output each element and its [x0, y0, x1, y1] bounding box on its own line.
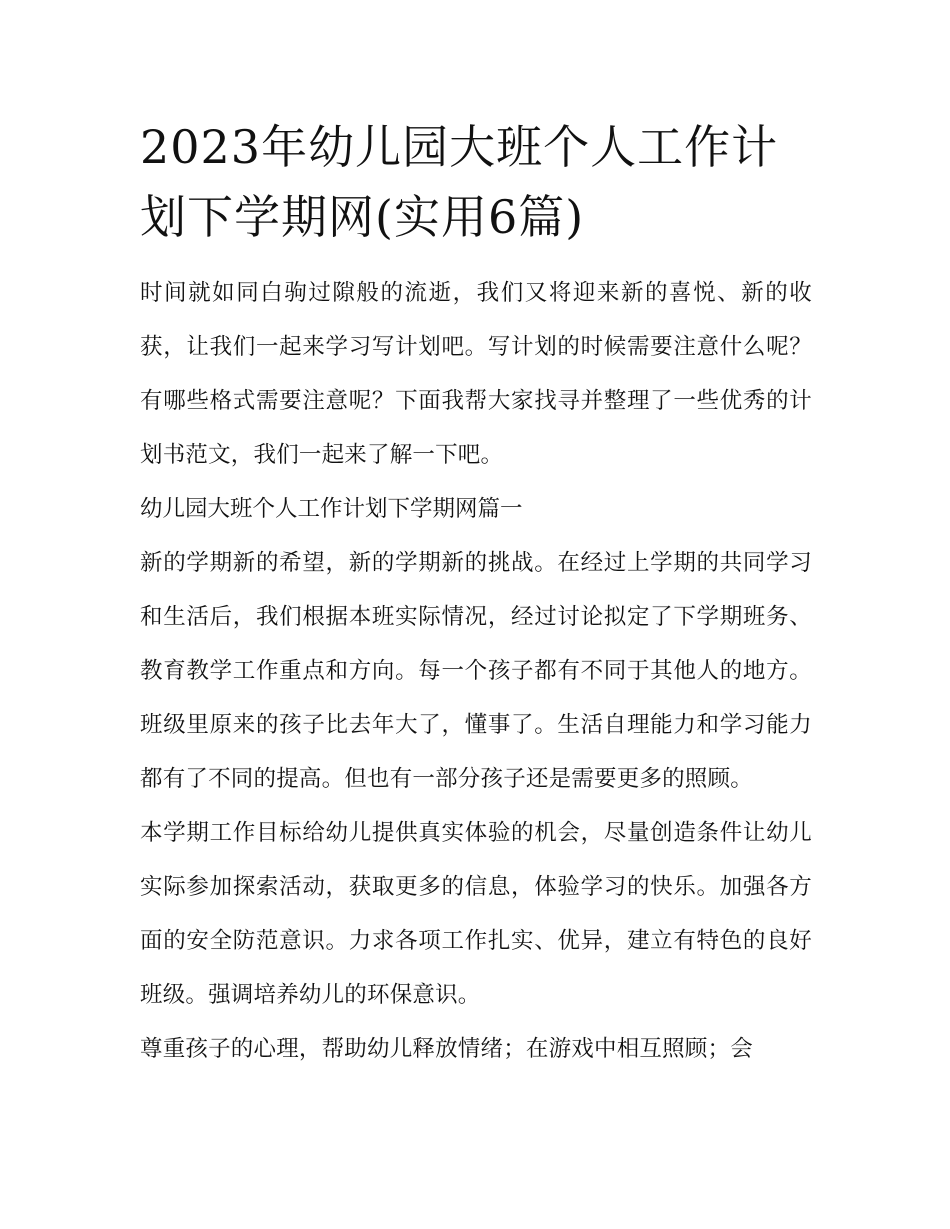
body-paragraph-1: 新的学期新的希望，新的学期新的挑战。在经过上学期的共同学习和生活后，我们根据本班实际情况，经过讨论拟定了下学期班务、教育教学工作重点和方向。每一个孩子都有不同于其他人的地方。班级里原来的孩子比去年大了，懂事了。生活自理能力和学习能力都有了不同的提高。但也有一部分孩子还是需要更多的照顾。	[140, 550, 812, 792]
intro-paragraph: 时间就如同白驹过隙般的流逝，我们又将迎来新的喜悦、新的收获，让我们一起来学习写计划吧。写计划的时候需要注意什么呢？有哪些格式需要注意呢？下面我帮大家找寻并整理了一些优秀的计划书范文，我们一起来了解一下吧。	[140, 280, 812, 468]
body-paragraph-3: 尊重孩子的心理，帮助幼儿释放情绪；在游戏中相互照顾；会	[140, 1036, 753, 1062]
body-paragraph-2: 本学期工作目标给幼儿提供真实体验的机会，尽量创造条件让幼儿实际参加探索活动，获取更多的信息，体验学习的快乐。加强各方面的安全防范意识。力求各项工作扎实、优异，建立有特色的良好班级。强调培养幼儿的环保意识。	[140, 820, 812, 1008]
document-body	[140, 112, 812, 1076]
section-heading: 幼儿园大班个人工作计划下学期网篇一	[140, 496, 523, 522]
document-title: 2023年幼儿园大班个人工作计划下学期网(实用6篇)	[140, 120, 779, 244]
